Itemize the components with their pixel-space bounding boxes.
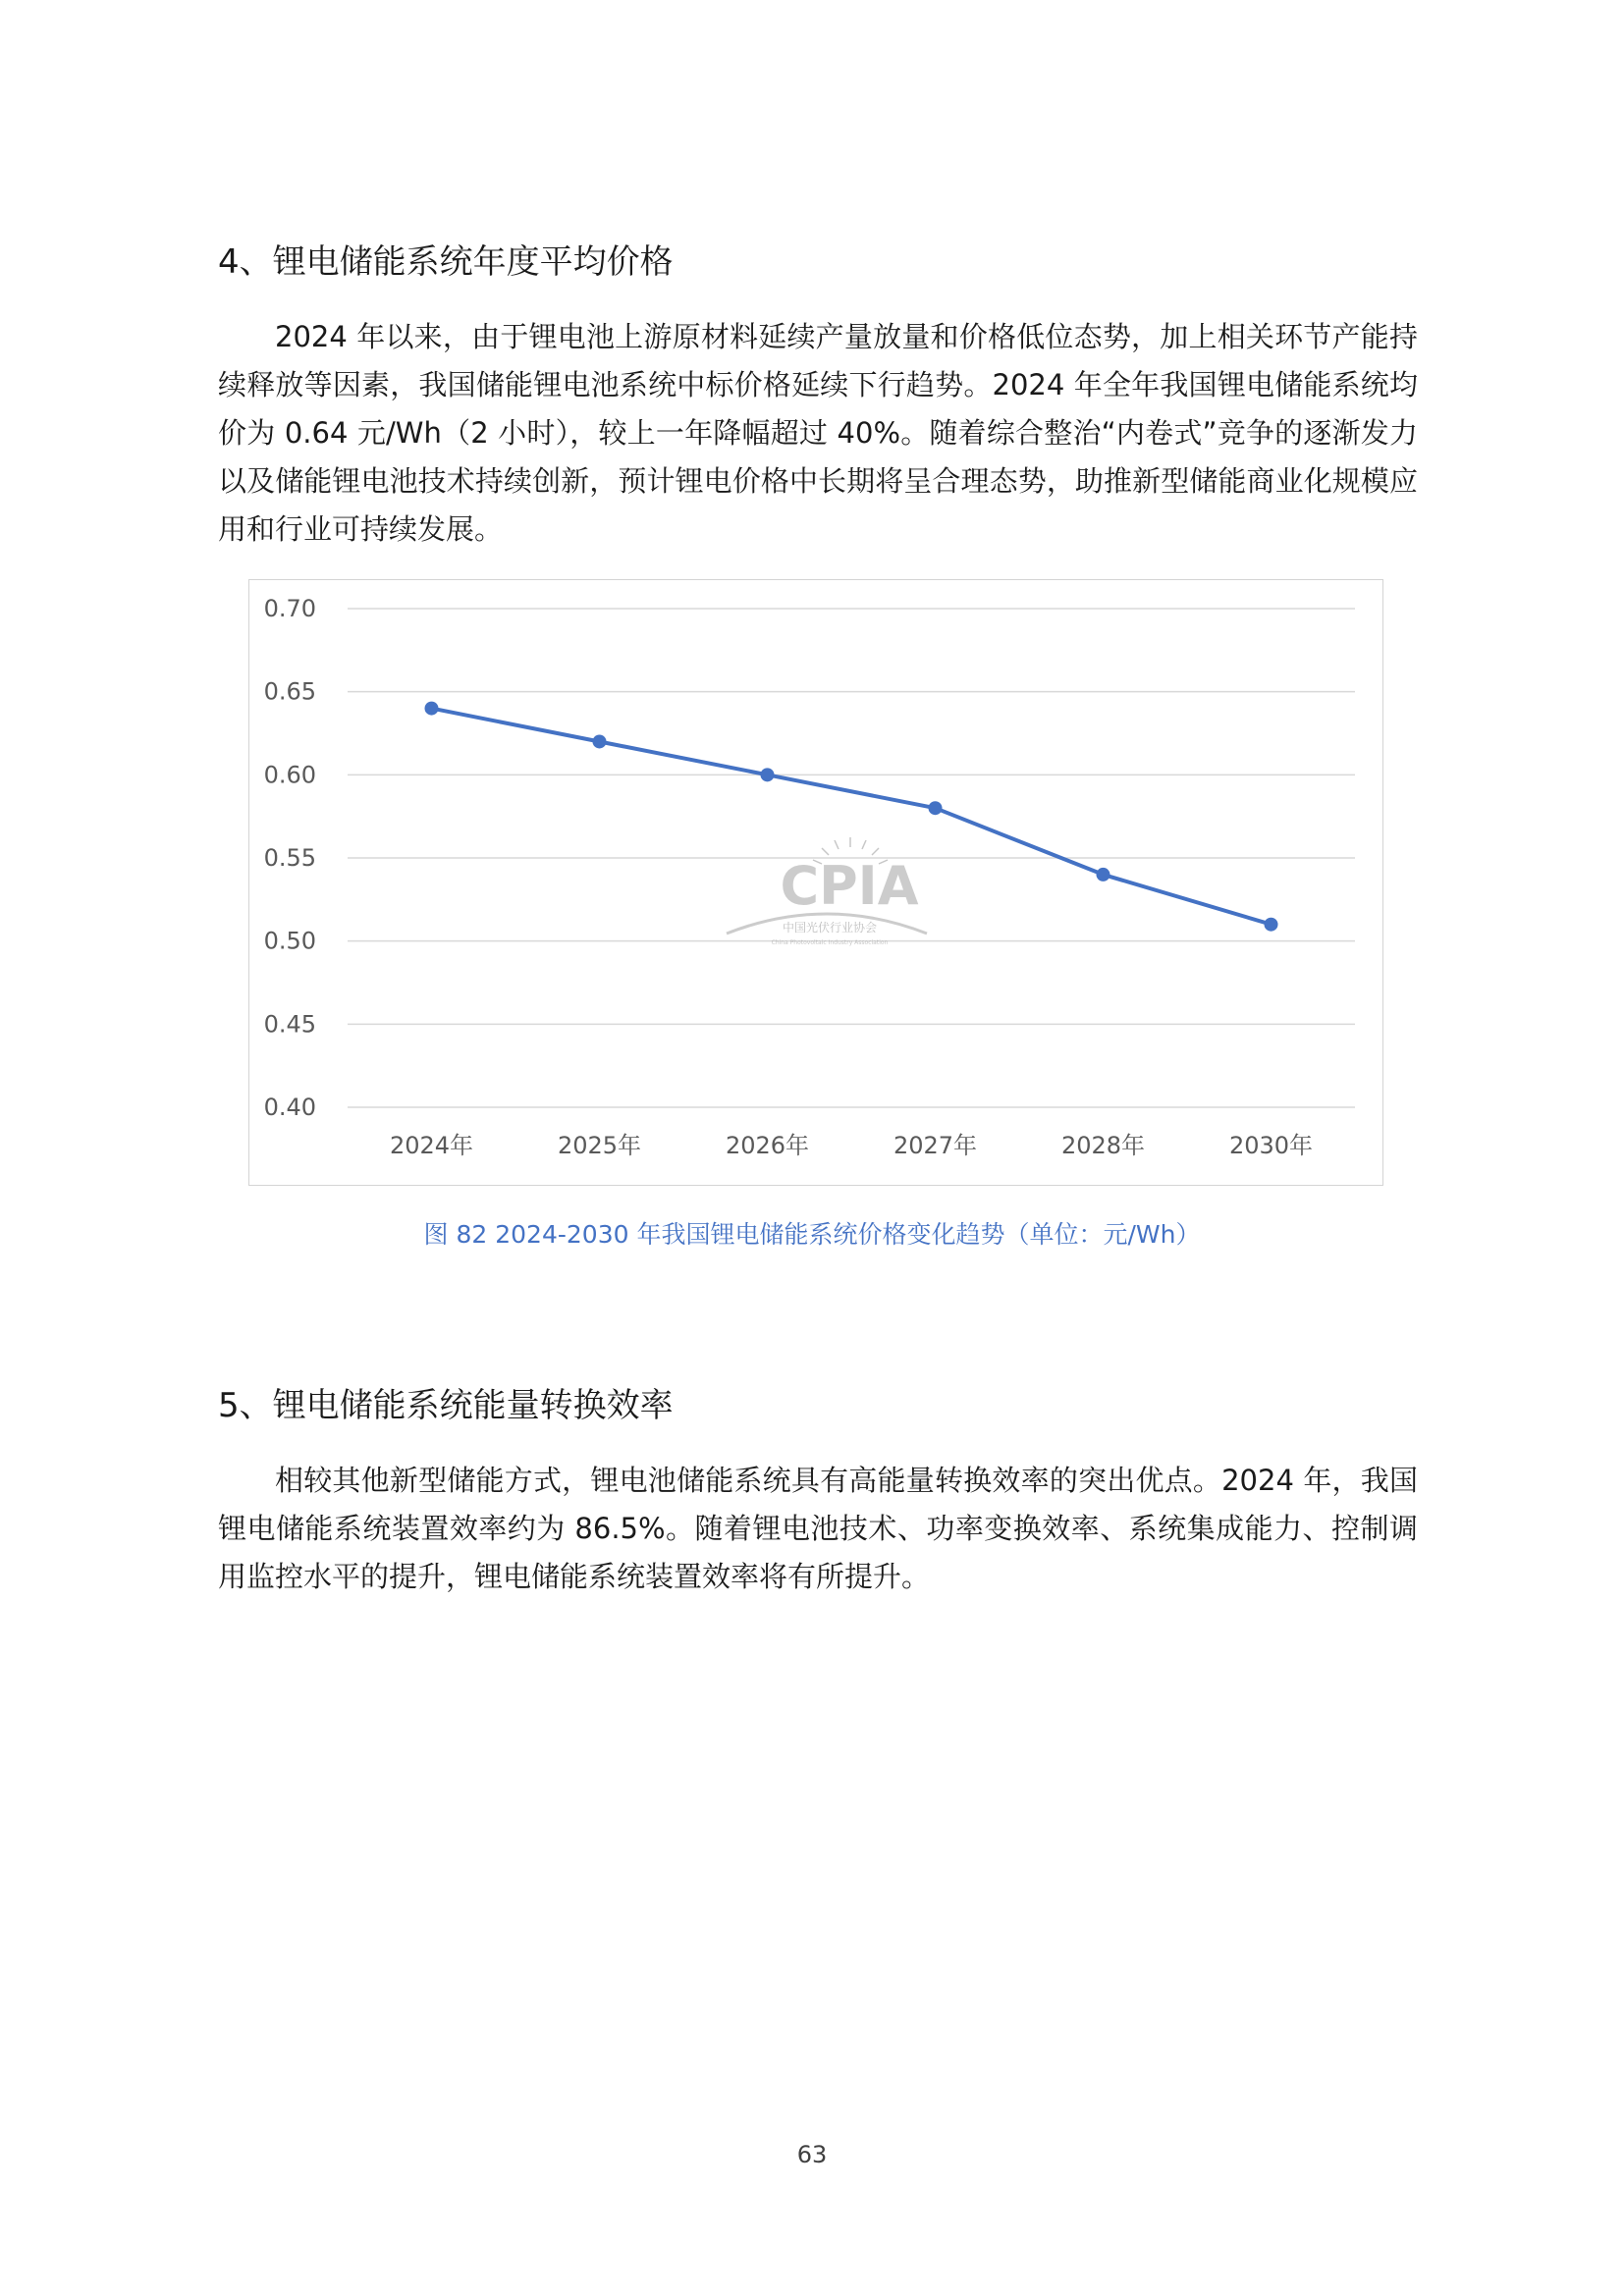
y-tick-label: 0.55 (263, 844, 316, 872)
watermark-org-name: 中国光伏行业协会 (782, 921, 878, 934)
section5-heading: 5、锂电储能系统能量转换效率 (218, 1386, 674, 1425)
data-point (593, 734, 607, 748)
y-tick-label: 0.70 (263, 595, 316, 622)
x-tick-label: 2028年 (1060, 1132, 1146, 1159)
x-tick-label: 2026年 (725, 1132, 810, 1159)
data-point (929, 801, 943, 815)
y-axis-ticks (264, 595, 316, 1121)
y-tick-label: 0.50 (263, 927, 316, 955)
watermark-org-name-en: China Photovoltaic Industry Association (771, 939, 889, 946)
data-point (425, 702, 439, 716)
page-number: 63 (796, 2141, 828, 2168)
x-tick-label: 2024年 (389, 1132, 474, 1159)
cpia-watermark (727, 837, 927, 946)
data-point (1097, 868, 1110, 881)
watermark-logo-text: CPIA (780, 855, 919, 917)
line-chart (249, 580, 1384, 1187)
y-tick-label: 0.40 (263, 1094, 316, 1121)
x-tick-label: 2025年 (557, 1132, 642, 1159)
y-tick-label: 0.45 (263, 1010, 316, 1039)
x-axis-ticks (390, 1132, 1313, 1159)
section5-paragraph: 相较其他新型储能方式，锂电池储能系统具有高能量转换效率的突出优点。2024 年，我国锂电储能系统装置效率约为 86.5%。随着锂电池技术、功率变换效率、系统集成能力、控制调用监控水平的提升，锂电储能系统装置效率将有所提升。 (218, 1464, 1418, 1593)
data-point (1265, 918, 1278, 932)
y-tick-label: 0.60 (263, 761, 316, 789)
section4-paragraph: 2024 年以来，由于锂电池上游原材料延续产量放量和价格低位态势，加上相关环节产能持续释放等因素，我国储能锂电池系统中标价格延续下行趋势。2024 年全年我国锂电储能系统均价为 0.64 元/Wh（2 小时），较上一年降幅超过 40%。随着综合整治“内卷式”竞争的逐渐发力以及储能锂电池技术持续创新，预计锂电价格中长期将呈合理态势，助推新型储能商业化规模应用和行业可持续发展。 (218, 320, 1418, 546)
x-tick-label: 2027年 (893, 1132, 978, 1159)
x-tick-label: 2030年 (1228, 1132, 1314, 1159)
chart-frame (248, 579, 1383, 1186)
figure-caption: 图 82 2024-2030 年我国锂电储能系统价格变化趋势（单位：元/Wh） (423, 1220, 1201, 1249)
data-point (761, 768, 775, 781)
y-tick-label: 0.65 (263, 677, 316, 706)
section4-heading: 4、锂电储能系统年度平均价格 (218, 242, 674, 282)
